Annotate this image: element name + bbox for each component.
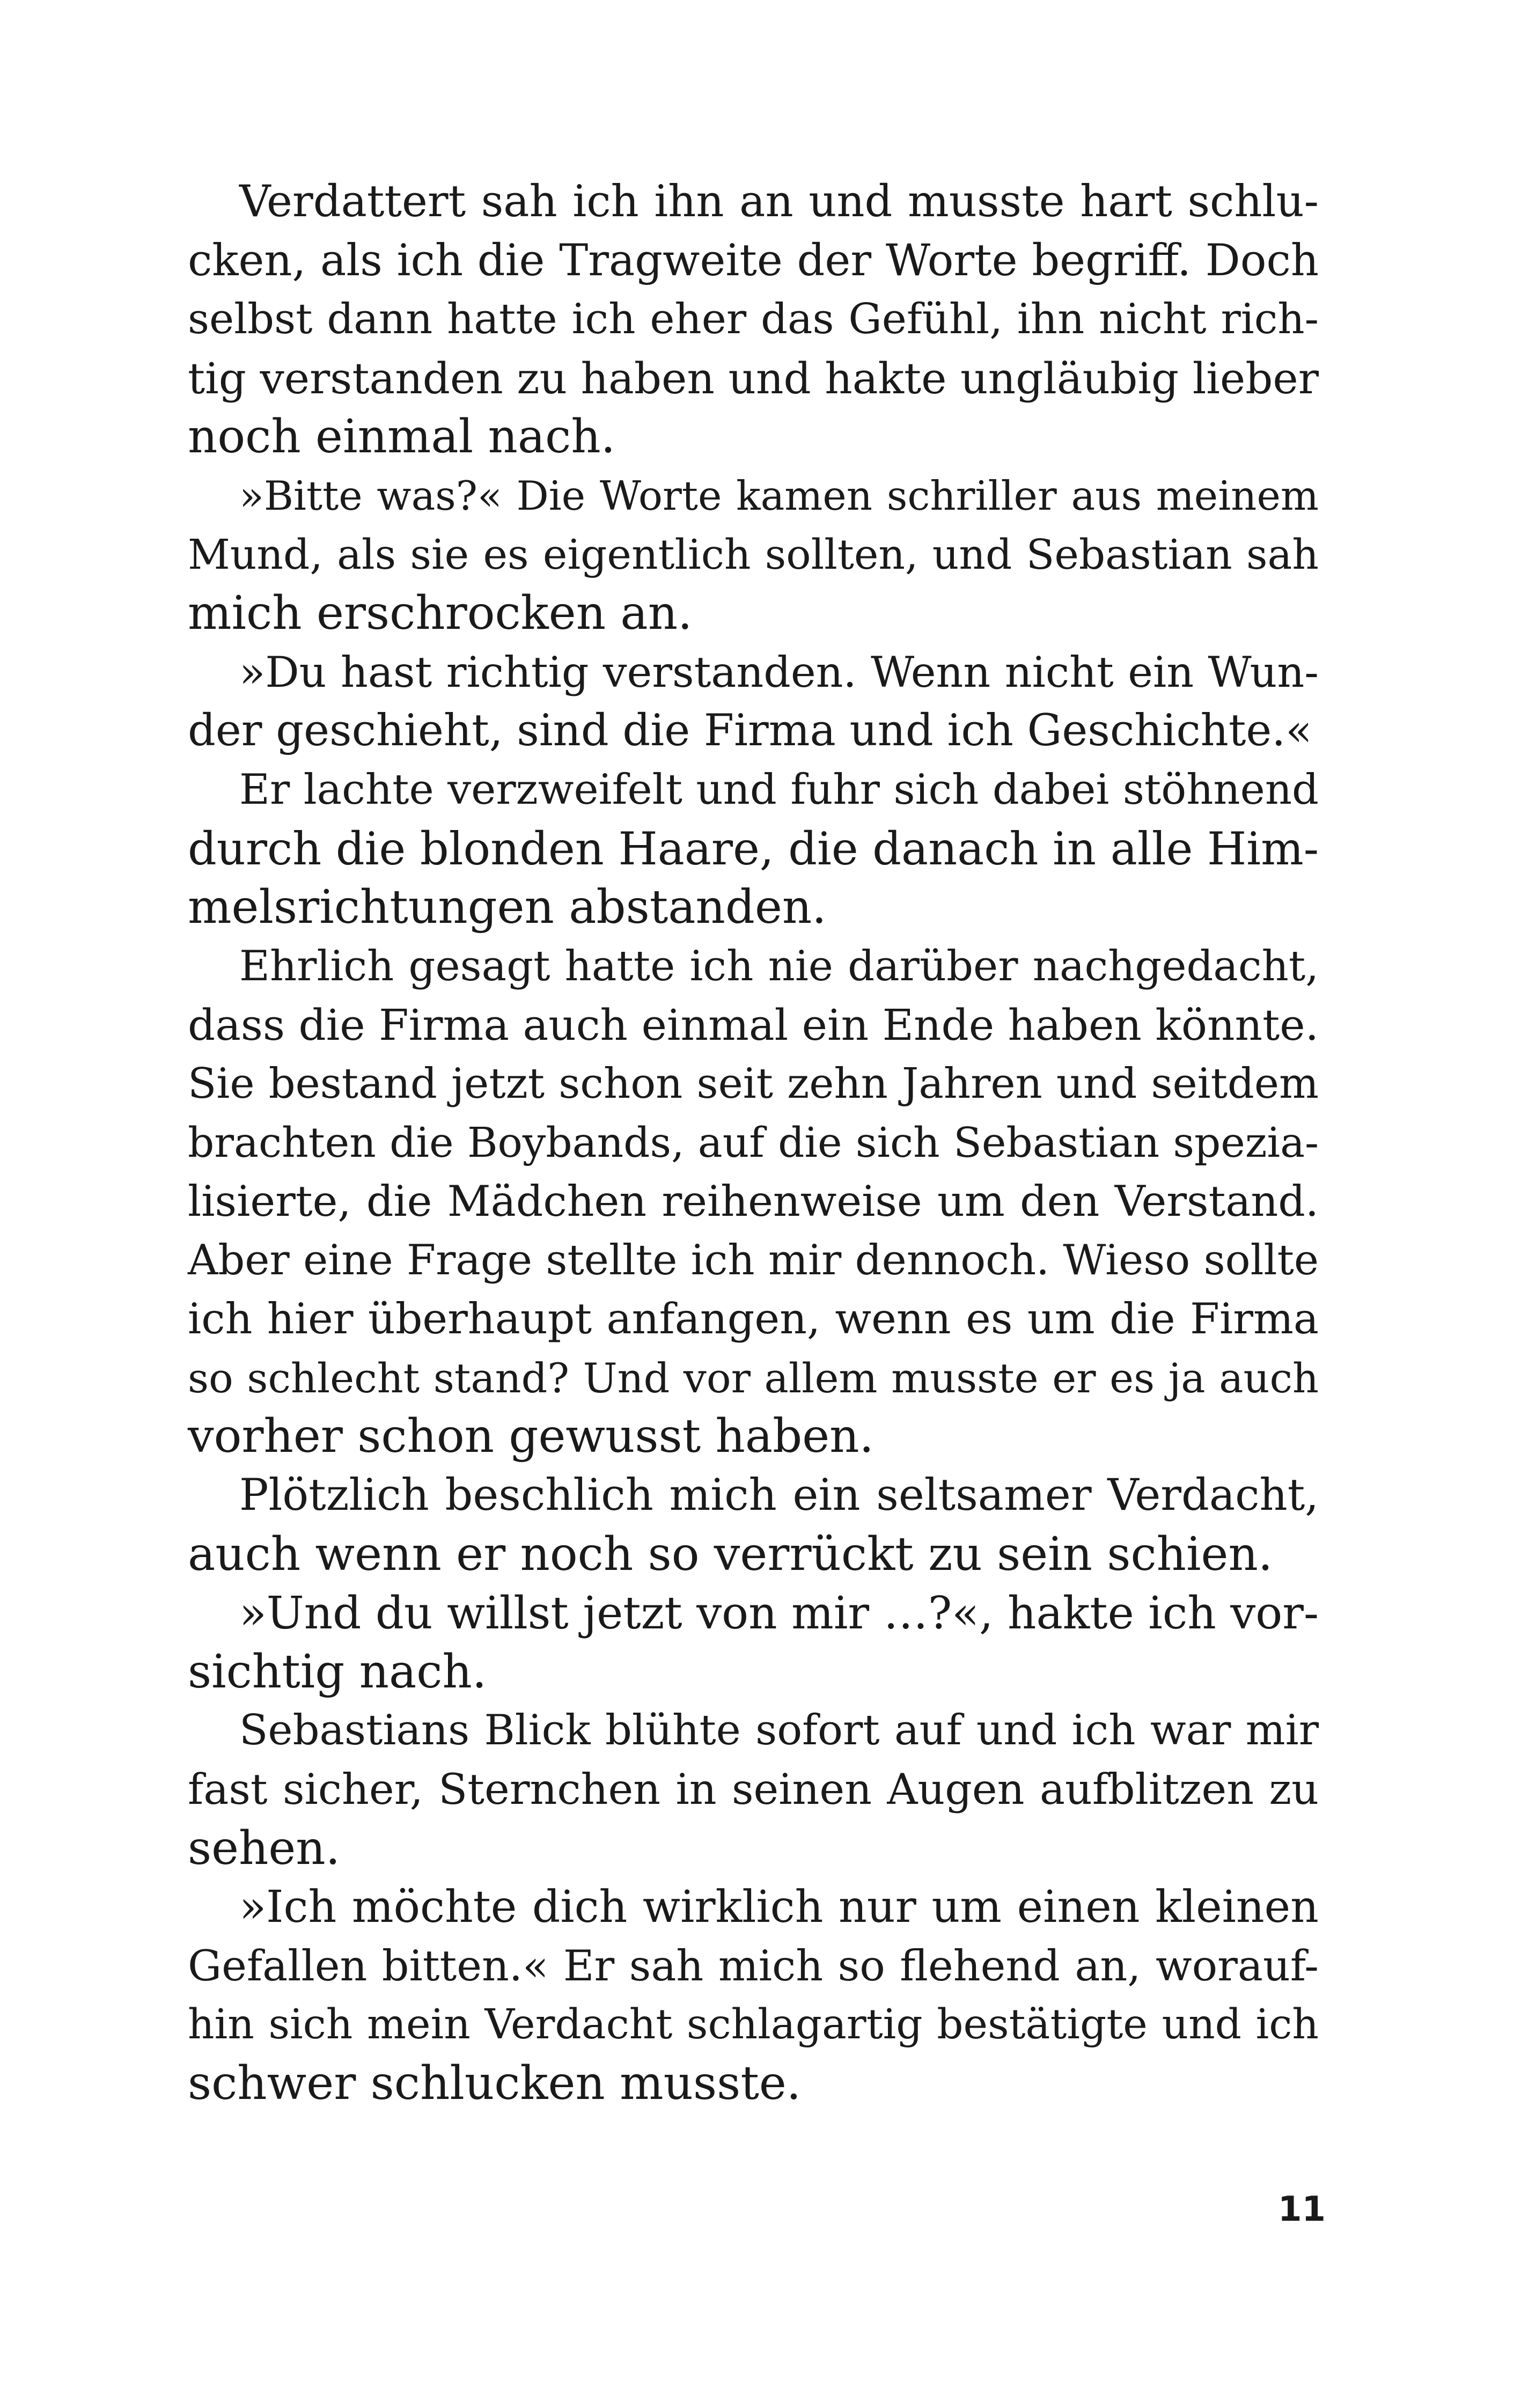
page-number: 11 xyxy=(1277,2190,1326,2229)
text-line: ich hier überhaupt anfangen, wenn es um die Firma xyxy=(188,1294,1319,1344)
text-line: »Du hast richtig verstanden. Wenn nicht ein Wun- xyxy=(239,647,1319,697)
text-line: selbst dann hatte ich eher das Gefühl, ihn nicht rich- xyxy=(188,295,1319,344)
text-line: tig verstanden zu haben und hakte ungläubig lieber xyxy=(188,353,1319,403)
body-text xyxy=(188,173,1319,2113)
text-line: sehen. xyxy=(188,1821,341,1875)
text-line: Sie bestand jetzt schon seit zehn Jahren und seitdem xyxy=(188,1059,1319,1108)
text-line: mich erschrocken an. xyxy=(188,586,693,641)
text-line: »Bitte was?« Die Worte kamen schriller aus meinem xyxy=(239,472,1319,519)
text-line: noch einmal nach. xyxy=(188,410,616,464)
text-line: Mund, als sie es eigentlich sollten, und Sebastian sah xyxy=(188,531,1319,579)
text-line: Verdattert sah ich ihn an und musste hart schlu- xyxy=(239,177,1319,227)
text-line: so schlecht stand? Und vor allem musste er es ja auch xyxy=(188,1354,1319,1402)
text-line: Aber eine Frage stellte ich mir dennoch. Wieso sollte xyxy=(188,1236,1319,1284)
text-line: fast sicher, Sternchen in seinen Augen aufblitzen zu xyxy=(188,1765,1319,1815)
text-line: cken, als ich die Tragweite der Worte begriff. Doch xyxy=(188,235,1319,286)
text-line: Er lachte verzweifelt und fuhr sich dabei stöhnend xyxy=(239,765,1319,814)
text-line: Plötzlich beschlich mich ein seltsamer Verdacht, xyxy=(239,1470,1319,1521)
text-line: »Ich möchte dich wirklich nur um einen kleinen xyxy=(239,1882,1319,1933)
text-line: Sebastians Blick blühte sofort auf und ich war mir xyxy=(239,1706,1319,1755)
text-line: schwer schlucken musste. xyxy=(188,2057,802,2110)
text-line: dass die Firma auch einmal ein Ende haben könnte. xyxy=(188,1000,1319,1051)
text-line: sichtig nach. xyxy=(188,1645,487,1699)
text-line: Gefallen bitten.« Er sah mich so flehend an, worauf- xyxy=(188,1941,1319,1991)
text-line: Ehrlich gesagt hatte ich nie darüber nachgedacht, xyxy=(239,942,1319,990)
text-line: hin sich mein Verdacht schlagartig bestätigte und ich xyxy=(188,2001,1319,2049)
text-line: der geschieht, sind die Firma und ich Geschichte.« xyxy=(188,706,1312,757)
text-line: vorher schon gewusst haben. xyxy=(188,1409,874,1464)
text-line: auch wenn er noch so verrückt zu sein schien. xyxy=(188,1527,1273,1581)
text-line: melsrichtungen abstanden. xyxy=(188,880,827,935)
text-line: brachten die Boybands, auf die sich Sebastian spezia- xyxy=(188,1119,1319,1167)
text-line: durch die blonden Haare, die danach in alle Him- xyxy=(188,822,1319,875)
text-line: lisierte, die Mädchen reihenweise um den Verstand. xyxy=(188,1177,1319,1227)
text-line: »Und du willst jetzt von mir …?«, hakte ich vor- xyxy=(239,1587,1319,1640)
